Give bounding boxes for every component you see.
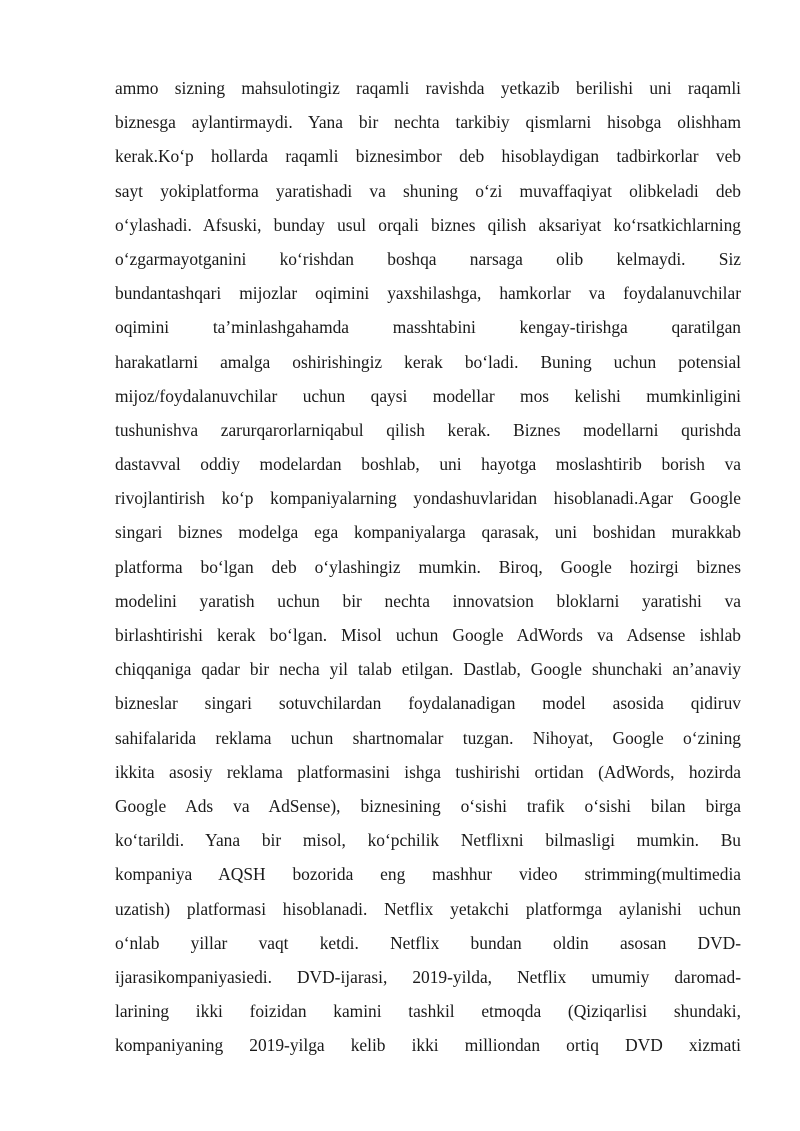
text-line: dastavval oddiy modelardan boshlab, uni hayotga moslashtirib borish va [115,454,741,475]
text-line: rivojlantirish ko‘p kompaniyalarning yondashuvlaridan hisoblanadi.Agar Google [115,488,741,509]
text-line: kompaniya AQSH bozorida eng mashhur video strimming(multimedia [115,864,741,885]
text-line: sahifalarida reklama uchun shartnomalar tuzgan. Nihoyat, Google o‘zining [115,727,741,748]
text-line: uzatish) platformasi hisoblanadi. Netflix yetakchi platformga aylanishi uchun [115,898,741,919]
text-line: o‘zgarmayotganini ko‘rishdan boshqa narsaga olib kelmaydi. Siz [115,248,741,269]
text-line: bizneslar singari sotuvchilardan foydalanadigan model asosida qidiruv [115,693,741,714]
text-line: ijarasikompaniyasiedi. DVD-ijarasi, 2019-yilda, Netflix umumiy daromad- [115,966,741,987]
text-line: tushunishva zarurqarorlarniqabul qilish kerak. Biznes modellarni qurishda [115,419,741,440]
text-line: kerak.Ko‘p hollarda raqamli biznesimbor deb hisoblaydigan tadbirkorlar veb [115,146,741,167]
text-line: biznesga aylantirmaydi. Yana bir nechta tarkibiy qismlarni hisobga olishham [115,112,741,133]
text-line: o‘nlab yillar vaqt ketdi. Netflix bundan oldin asosan DVD- [115,932,741,953]
body-text [115,71,741,1062]
text-line: ikkita asosiy reklama platformasini ishga tushirishi ortidan (AdWords, hozirda [115,761,741,782]
text-line: Google Ads va AdSense), biznesining o‘sishi trafik o‘sishi bilan birga [115,795,741,816]
text-line: larining ikki foizidan kamini tashkil etmoqda (Qiziqarlisi shundaki, [115,1001,741,1022]
text-line: ko‘tarildi. Yana bir misol, ko‘pchilik Netflixni bilmasligi mumkin. Bu [115,830,741,851]
text-line: platforma bo‘lgan deb o‘ylashingiz mumkin. Biroq, Google hozirgi biznes [115,556,741,577]
text-line: ammo sizning mahsulotingiz raqamli ravishda yetkazib berilishi uni raqamli [115,78,741,98]
text-line: harakatlarni amalga oshirishingiz kerak bo‘ladi. Buning uchun potensial [115,351,741,372]
text-line: o‘ylashadi. Afsuski, bunday usul orqali biznes qilish aksariyat ko‘rsatkichlarning [115,214,741,235]
text-line: modelini yaratish uchun bir nechta innovatsion bloklarni yaratishi va [115,590,741,611]
text-line: singari biznes modelga ega kompaniyalarga qarasak, uni boshidan murakkab [115,522,741,543]
text-line: mijoz/foydalanuvchilar uchun qaysi modellar mos kelishi mumkinligini [115,385,741,406]
text-line: kompaniyaning 2019-yilga kelib ikki milliondan ortiq DVD xizmati [115,1035,741,1056]
text-line: chiqqaniga qadar bir necha yil talab etilgan. Dastlab, Google shunchaki an’anaviy [115,659,741,680]
text-line: bundantashqari mijozlar oqimini yaxshilashga, hamkorlar va foydalanuvchilar [115,283,741,304]
text-line: sayt yokiplatforma yaratishadi va shuning o‘zi muvaffaqiyat olibkeladi deb [115,180,741,201]
text-line: birlashtirishi kerak bo‘lgan. Misol uchun Google AdWords va Adsense ishlab [115,625,741,645]
text-line: oqimini ta’minlashgahamda masshtabini kengay-tirishga qaratilgan [115,317,741,338]
